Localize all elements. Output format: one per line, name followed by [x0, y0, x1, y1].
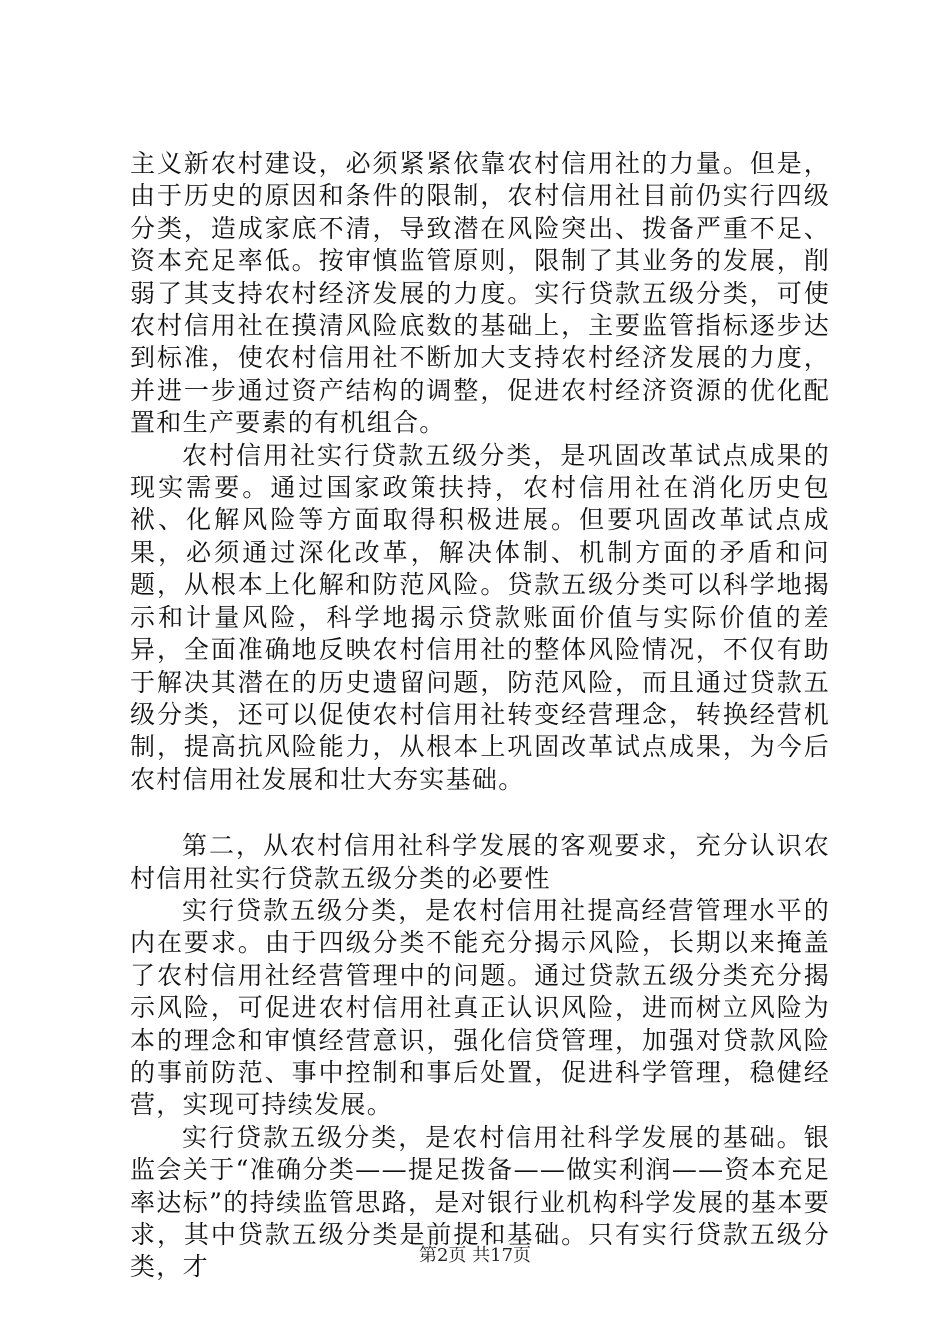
paragraph-2: 农村信用社实行贷款五级分类，是巩固改革试点成果的现实需要。通过国家政策扶持，农村信用社在消化历史包袱、化解风险等方面取得积极进展。但要巩固改革试点成果，必须通过深化改革，解决体制、机制方面的矛盾和问题，从根本上化解和防范风险。贷款五级分类可以科学地揭示和计量风险，科学地揭示贷款账面价值与实际价值的差异，全面准确地反映农村信用社的整体风险情况，不仅有助于解决其潜在的历史遗留问题，防范风险，而且通过贷款五级分类，还可以促使农村信用社转变经营理念，转换经营机制，提高抗风险能力，从根本上巩固改革试点成果，为今后农村信用社发展和壮大夯实基础。 — [130, 440, 830, 794]
page-number-footer: 第2页 共17页 — [418, 1245, 532, 1266]
paragraph-3: 实行贷款五级分类，是农村信用社提高经营管理水平的内在要求。由于四级分类不能充分揭示风险，长期以来掩盖了农村信用社经营管理中的问题。通过贷款五级分类充分揭示风险，可促进农村信用社真正认识风险，进而树立风险为本的理念和审慎经营意识，强化信贷管理，加强对贷款风险的事前防范、事中控制和事后处置，促进科学管理，稳健经营，实现可持续发展。 — [130, 895, 830, 1120]
paragraph-4: 实行贷款五级分类，是农村信用社科学发展的基础。银监会关于“准确分类——提足拨备——做实利润——资本充足率达标”的持续监管思路，是对银行业机构科学发展的基本要求，其中贷款五级分类是前提和基础。只有实行贷款五级分类，才 — [130, 1122, 830, 1282]
section-heading: 第二，从农村信用社科学发展的客观要求，充分认识农村信用社实行贷款五级分类的必要性 — [130, 831, 830, 893]
document-body — [130, 148, 830, 1284]
paragraph-1: 主义新农村建设，必须紧紧依靠农村信用社的力量。但是，由于历史的原因和条件的限制，农村信用社目前仍实行四级分类，造成家底不清，导致潜在风险突出、拨备严重不足、资本充足率低。按审慎监管原则，限制了其业务的发展，削弱了其支持农村经济发展的力度。实行贷款五级分类，可使农村信用社在摸清风险底数的基础上，主要监管指标逐步达到标准，使农村信用社不断加大支持农村经济发展的力度，并进一步通过资产结构的调整，促进农村经济资源的优化配置和生产要素的有机组合。 — [130, 149, 830, 438]
